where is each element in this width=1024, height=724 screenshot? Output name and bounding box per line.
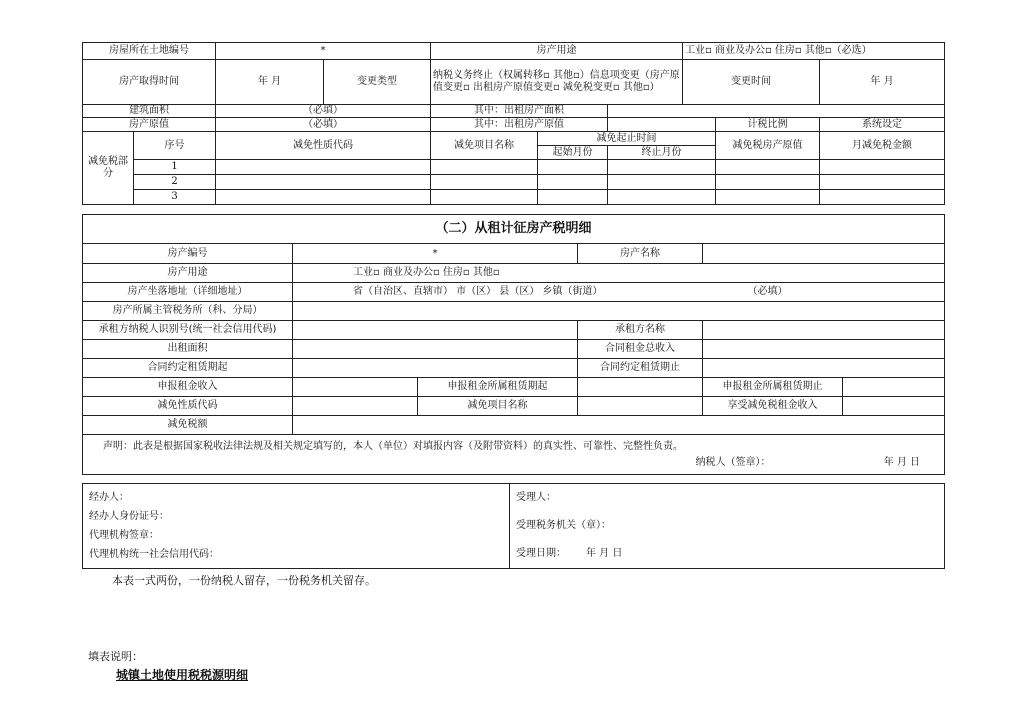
lease-start-label: 合同约定租赁期起	[83, 359, 293, 378]
agent-info	[83, 484, 510, 569]
usage-label: 房产用途	[83, 264, 293, 283]
rent-tax-table	[82, 214, 945, 475]
relief-code-header: 减免性质代码	[216, 132, 431, 160]
acq-time-value[interactable]: 年 月	[216, 60, 324, 105]
relief-row	[83, 160, 945, 175]
relief-rent-label: 享受减免税租金收入	[703, 397, 843, 416]
agency-code-label: 代理机构统一社会信用代码：	[89, 549, 219, 560]
lessee-name-value[interactable]	[703, 321, 945, 340]
relief-period-header: 减免起止时间	[538, 132, 716, 146]
address-required: （必填）	[752, 286, 788, 297]
section-title: （二）从租计征房产税明细	[83, 215, 945, 244]
relief-item-label: 减免项目名称	[418, 397, 578, 416]
usage-options[interactable]: 工业▫ 商业及办公▫ 住房▫ 其他▫（必选）	[683, 43, 945, 60]
relief-item-value[interactable]	[578, 397, 703, 416]
relief-amount-label: 减免税额	[83, 416, 293, 435]
row-number: 2	[134, 175, 216, 190]
usage-label: 房产用途	[431, 43, 683, 60]
declared-period-start-label: 申报租金所属租赁期起	[418, 378, 578, 397]
address-parts: 省（自治区、直辖市） 市（区） 县（区） 乡镇（街道）	[353, 286, 603, 297]
taxpayer-seal-label: 纳税人（签章）：	[695, 456, 771, 468]
rent-area-label: 其中：出租房产面积	[431, 105, 608, 118]
value-required[interactable]: （必填）	[216, 118, 431, 132]
house-name-label: 房产名称	[578, 244, 703, 264]
ratio-value: 系统设定	[820, 118, 945, 132]
address-field[interactable]	[293, 283, 945, 302]
receive-date-label: 受理日期：	[516, 548, 566, 559]
start-month-header: 起始月份	[538, 146, 608, 160]
lease-end-value[interactable]	[703, 359, 945, 378]
declared-rent-label: 申报租金收入	[83, 378, 293, 397]
rent-area-value[interactable]	[293, 340, 578, 359]
change-type-label: 变更类型	[324, 60, 431, 105]
declared-rent-value[interactable]	[293, 378, 418, 397]
acq-time-label: 房产取得时间	[83, 60, 216, 105]
property-source-table	[82, 42, 945, 205]
row-number: 1	[134, 160, 216, 175]
row-number: 3	[134, 190, 216, 205]
lease-start-value[interactable]	[293, 359, 578, 378]
usage-options[interactable]: 工业▫ 商业及办公▫ 住房▫ 其他▫	[293, 264, 945, 283]
relief-code-value[interactable]	[293, 397, 418, 416]
relief-code-label: 减免性质代码	[83, 397, 293, 416]
lessee-id-value[interactable]	[293, 321, 578, 340]
next-section-title: 城镇土地使用税税源明细	[116, 668, 249, 682]
handler-label: 经办人：	[89, 492, 129, 503]
copies-note: 本表一式两份，一份纳税人留存，一份税务机关留存。	[112, 574, 376, 587]
change-type-options[interactable]: 纳税义务终止（权属转移▫ 其他▫）信息项变更（房产原值变更▫ 出租房产原值变更▫ 减免税变更▫ 其他▫）	[431, 60, 683, 105]
house-no-value[interactable]: *	[293, 244, 578, 264]
rent-value-value[interactable]	[608, 118, 716, 132]
relief-section-label: 减免税部分	[83, 132, 134, 205]
relief-row	[83, 190, 945, 205]
monthly-relief-header: 月减免税金额	[820, 132, 945, 160]
land-no-value[interactable]: *	[216, 43, 431, 60]
fill-instructions-heading: 填表说明：	[88, 650, 143, 663]
agency-seal-label: 代理机构签章：	[89, 530, 159, 541]
relief-item-header: 减免项目名称	[431, 132, 538, 160]
relief-amount-value[interactable]	[293, 416, 945, 435]
total-rent-value[interactable]	[703, 340, 945, 359]
declaration	[83, 435, 945, 475]
declared-period-end-value[interactable]	[843, 378, 945, 397]
declaration-date: 年 月 日	[883, 456, 921, 468]
ratio-label: 计税比例	[716, 118, 820, 132]
value-label: 房产原值	[83, 118, 216, 132]
area-label: 建筑面积	[83, 105, 216, 118]
signoff-table	[82, 483, 945, 569]
rent-area-label: 出租面积	[83, 340, 293, 359]
seq-header: 序号	[134, 132, 216, 160]
declaration-text: 声明：此表是根据国家税收法律法规及相关规定填写的，本人（单位）对填报内容（及附带资料）的真实性、可靠性、完整性负责。	[103, 440, 683, 452]
lease-end-label: 合同约定租赁期止	[578, 359, 703, 378]
tax-office-label: 房产所属主管税务所（科、分局）	[83, 302, 293, 321]
relief-value-header: 减免税房产原值	[716, 132, 820, 160]
declared-period-end-label: 申报租金所属租赁期止	[703, 378, 843, 397]
change-time-label: 变更时间	[683, 60, 820, 105]
area-required[interactable]: （必填）	[216, 105, 431, 118]
receiver-info	[510, 484, 945, 569]
tax-office-value[interactable]	[293, 302, 945, 321]
relief-row	[83, 175, 945, 190]
receive-date-row	[516, 544, 938, 563]
handler-id-label: 经办人身份证号：	[89, 511, 169, 522]
tax-office-seal-label: 受理税务机关（章）：	[516, 520, 611, 531]
relief-rent-value[interactable]	[843, 397, 945, 416]
house-name-value[interactable]	[703, 244, 945, 264]
lessee-name-label: 承租方名称	[578, 321, 703, 340]
lessee-id-label: 承租方纳税人识别号(统一社会信用代码)	[83, 321, 293, 340]
land-no-label: 房屋所在土地编号	[83, 43, 216, 60]
total-rent-label: 合同租金总收入	[578, 340, 703, 359]
change-time-value[interactable]: 年 月	[820, 60, 945, 105]
rent-value-label: 其中：出租房产原值	[431, 118, 608, 132]
house-no-label: 房产编号	[83, 244, 293, 264]
declared-period-start-value[interactable]	[578, 378, 703, 397]
address-label: 房产坐落地址（详细地址）	[83, 283, 293, 302]
receive-date: 年 月 日	[586, 548, 623, 559]
end-month-header: 终止月份	[608, 146, 716, 160]
receiver-label: 受理人：	[516, 492, 556, 503]
declaration-signature	[103, 455, 924, 471]
rent-area-value[interactable]	[608, 105, 945, 118]
